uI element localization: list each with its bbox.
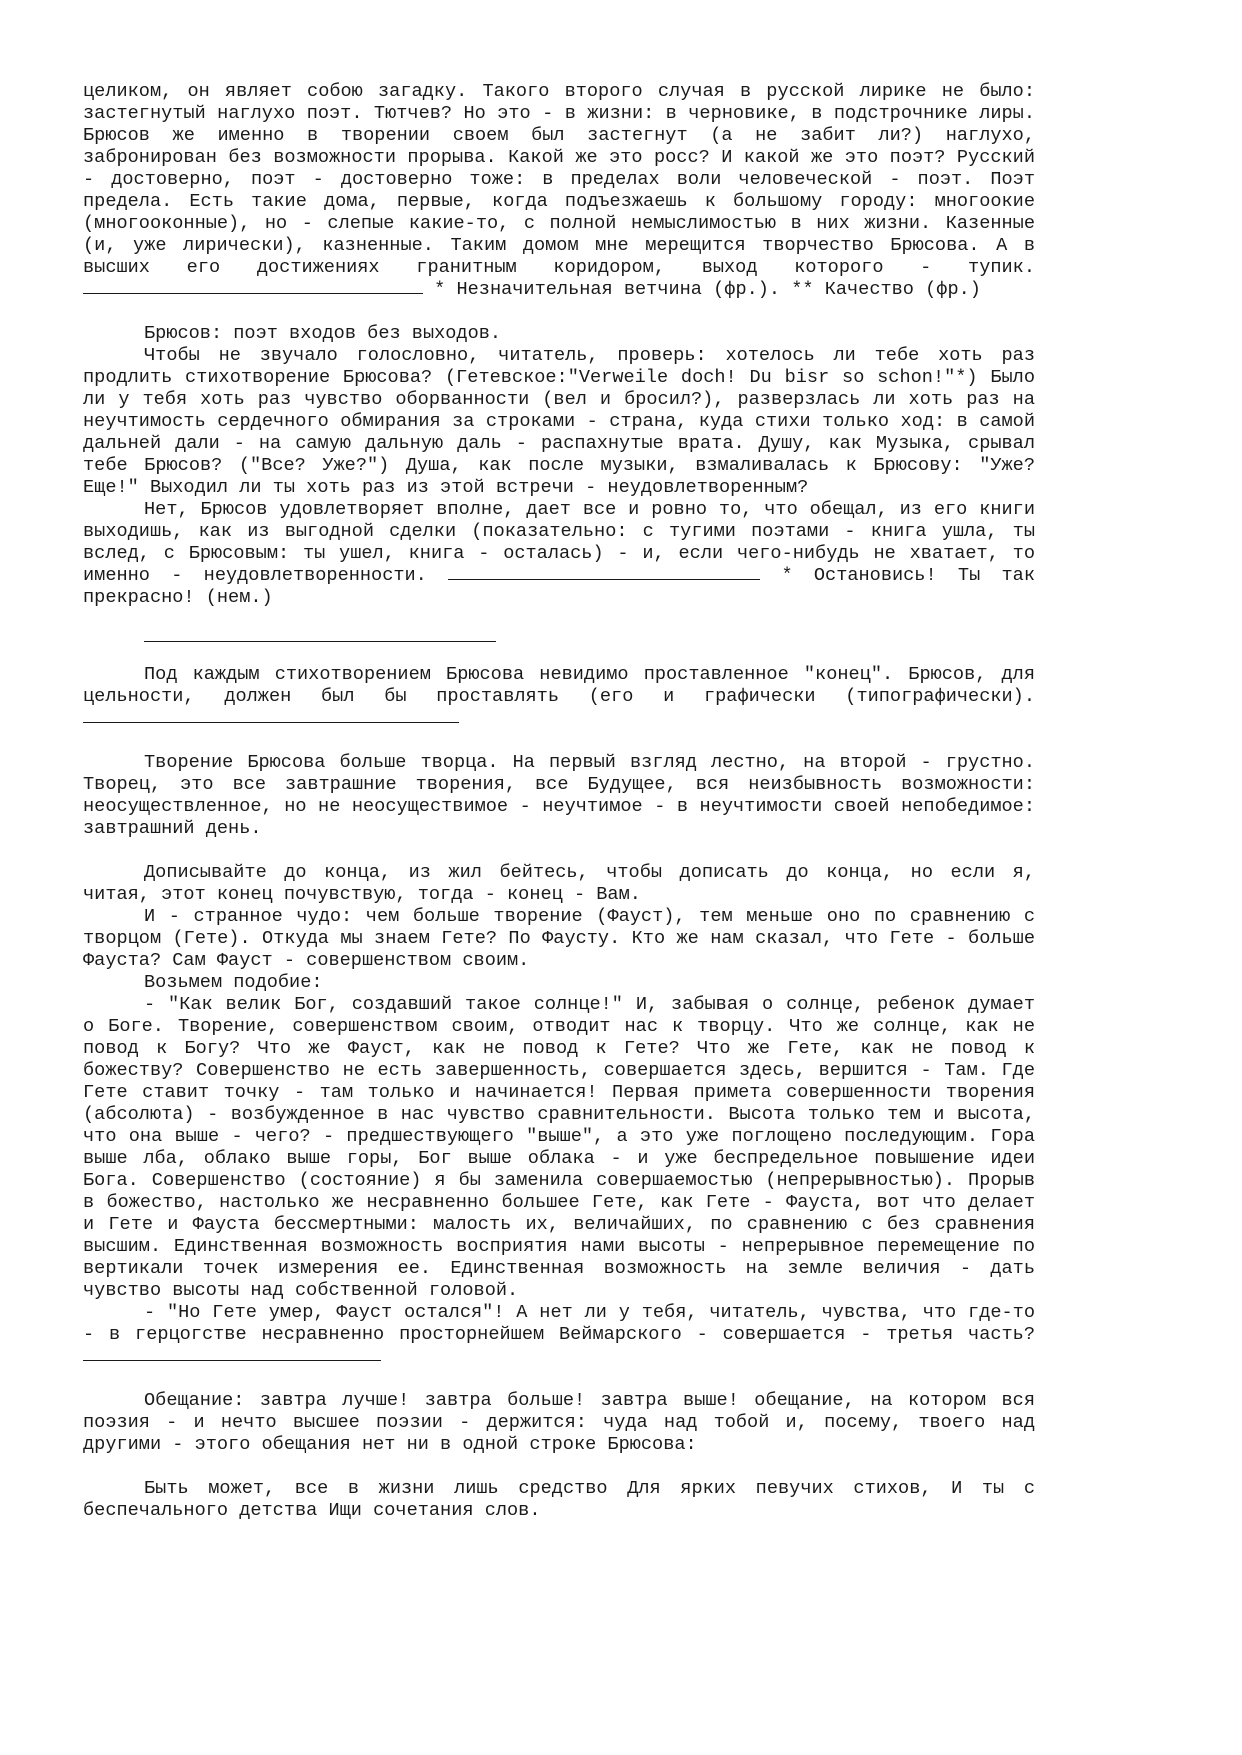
paragraph-text: Быть может, все в жизни лишь средство Для ярких певучих стихов, И ты с беспечального детства Ищи сочетания слов. (83, 1478, 1035, 1521)
paragraph (83, 1302, 1035, 1368)
paragraph-text: Брюсов: поэт входов без выходов. (144, 323, 502, 344)
paragraph-text: - "Как велик Бог, создавший такое солнце!" И, забывая о солнце, ребенок думает о Боге. Творение, совершенством своим, отводит нас к творцу. Что же солнце, как не повод к Богу? Что же Фауст, как не повод к Гете? Что же Гете, как не повод к божеству? Совершенство не есть завершенность, совершается здесь, вершится - Там. Где Гете ставит точку - там только и начинается! Первая примета совершенности творения (абсолюта) - возбужденное в нас чувство сравнительности. Высота только тем и высота, что она выше - чего? - предшествующего "выше", а это уже поглощено последующим. Гора выше лба, облако выше горы, Бог выше облака - и уже беспредельное повышение идеи Бога. Совершенство (состояние) я бы заменила совершаемостью (непрерывностью). Прорыв в божество, настолько же несравненно большее Гете, как Гете - Фауста, вот что делает и Гете и Фауста бессмертными: малость их, величайших, по сравнению с без сравнения высшим. Единственная возможность восприятия нами высоты - непрерывное перемещение по вертикали точек измерения ее. Единственная возможность на земле величия - дать чувство высоты над собственной головой. (83, 994, 1035, 1301)
paragraph (83, 994, 1035, 1302)
paragraph (83, 664, 1035, 730)
paragraph (83, 1478, 1035, 1522)
paragraph-text: Чтобы не звучало голословно, читатель, проверь: хотелось ли тебе хоть раз продлить стихотворение Брюсова? (Гетевское:"Verweile doch! Du bisr so schon!"*) Было ли у тебя хоть раз чувство оборванности (вел и бросил?), разверзлась ли хоть раз на неучтимость сердечного обмирания за строками - страна, куда стихи только ход: в самой дальней дали - на самую дальную даль - распахнутые врата. Душу, как Музыка, срывал тебе Брюсов? ("Все? Уже?") Душа, как после музыки, взмаливалась к Брюсову: "Уже? Еще!" Выходил ли ты хоть раз из этой встречи - неудовлетворенным? (83, 345, 1035, 498)
paragraph (83, 499, 1035, 609)
paragraph-text: Творение Брюсова больше творца. На первый взгляд лестно, на второй - грустно. Творец, это все завтрашние творения, все Будущее, вся неизбывность возможности: неосуществленное, но не неосуществимое - неучтимое - в неучтимости своей непобедимое: завтрашний день. (83, 752, 1035, 839)
footnote-text: * Незначительная ветчина (фр.). ** Качество (фр.) (434, 279, 981, 300)
paragraph-text: Дописывайте до конца, из жил бейтесь, чтобы дописать до конца, но если я, читая, этот конец почувствую, тогда - конец - Вам. (83, 862, 1035, 905)
footnote-rule (83, 281, 423, 294)
separator-rule (144, 629, 496, 642)
paragraph-text: Нет, Брюсов удовлетворяет вполне, дает все и ровно то, что обещал, из его книги выходишь, как из выгодной сделки (показательно: с тугими поэтами - книга ушла, ты вслед, с Брюсовым: ты ушел, книга - осталась) - и, если чего-нибудь не хватает, то именно - неудовлетворенности. (83, 499, 1035, 586)
separator-rule (83, 710, 459, 723)
footnote-rule (448, 567, 760, 580)
paragraph (83, 81, 1035, 301)
paragraph-text: целиком, он являет собою загадку. Такого второго случая в русской лирике не было: застегнутый наглухо поэт. Тютчев? Но это - в жизни: в черновике, в подстрочнике лиры. Брюсов же именно в творении своем был застегнут (а не забит ли?) наглухо, забронирован без возможности прорыва. Какой же это росс? И какой же это поэт? Русский - достоверно, поэт - достоверно тоже: в пределах воли человеческой - поэт. Поэт предела. Есть такие дома, первые, когда подъезжаешь к большому городу: многоокие (многооконные), но - слепые какие-то, с полной немыслимостью в них жизни. Казенные (и, уже лирически), казненные. Таким домом мне мерещится творчество Брюсова. А в высших его достижениях гранитным коридором, выход которого - тупик. (83, 81, 1035, 278)
paragraph (83, 906, 1035, 972)
paragraph-text: Под каждым стихотворением Брюсова невидимо проставленное "конец". Брюсов, для цельности, должен был бы проставлять (его и графически (типографически). (83, 664, 1035, 707)
paragraph (83, 862, 1035, 906)
separator-rule (83, 1348, 381, 1361)
paragraph-text: Возьмем подобие: (144, 972, 323, 993)
paragraph (83, 323, 1035, 345)
paragraph-text: - "Но Гете умер, Фауст остался"! А нет ли у тебя, читатель, чувства, что где-то - в герцогстве несравненно просторнейшем Веймарского - совершается - третья часть? (83, 1302, 1035, 1345)
paragraph-text: И - странное чудо: чем больше творение (Фауст), тем меньше оно по сравнению с творцом (Гете). Откуда мы знаем Гете? По Фаусту. Кто же нам сказал, что Гете - больше Фауста? Сам Фауст - совершенством своим. (83, 906, 1035, 971)
paragraph (83, 752, 1035, 840)
paragraph (83, 972, 1035, 994)
paragraph (83, 345, 1035, 499)
paragraph (83, 1390, 1035, 1456)
paragraph-text: Обещание: завтра лучше! завтра больше! завтра выше! обещание, на котором вся поэзия - и нечто высшее поэзии - держится: чуда над тобой и, посему, твоего над другими - этого обещания нет ни в одной строке Брюсова: (83, 1390, 1035, 1455)
document-page (83, 81, 1035, 1522)
footnote-text: * Остановись! Ты так прекрасно! (нем.) (83, 565, 1035, 608)
